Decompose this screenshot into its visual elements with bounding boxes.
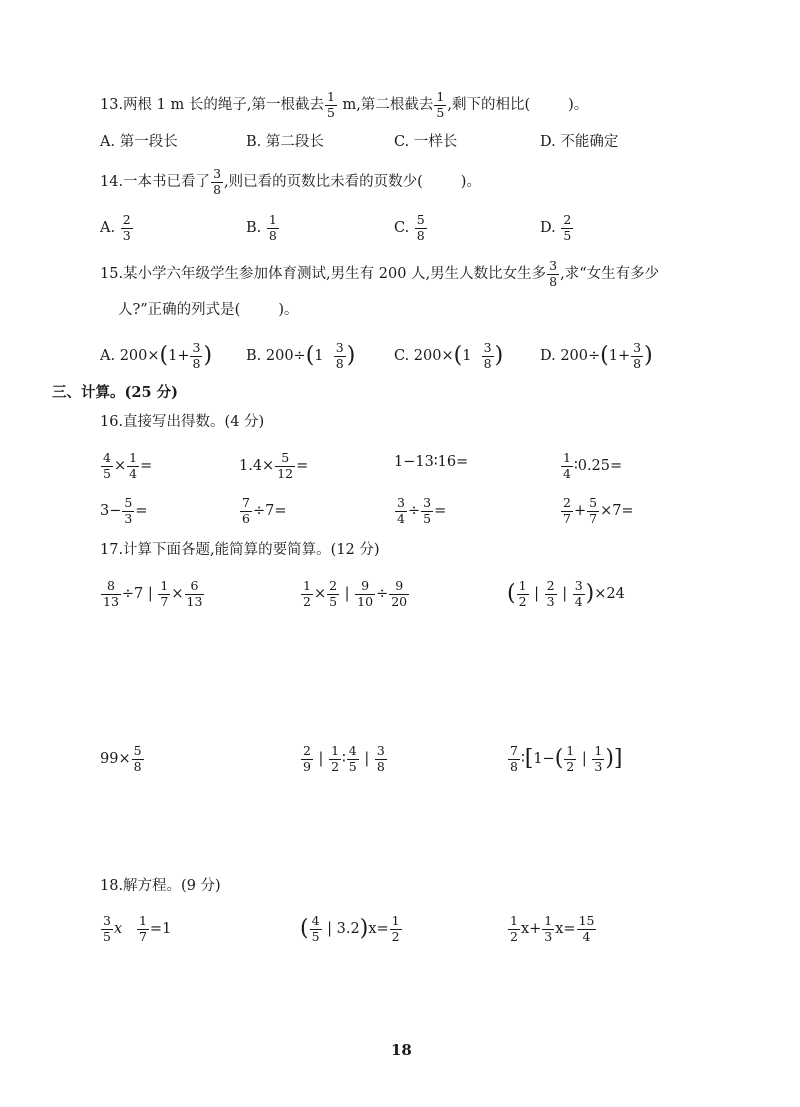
q14-option-d[interactable]: D. $\frac{2}{5}$ (540, 212, 572, 243)
q16-item-2: 1.4× $\frac{5}{12}$ = (239, 450, 309, 481)
q15-option-c[interactable]: C. 200×(1 $\frac{3}{8}$ ) (394, 340, 504, 371)
fraction: $\frac{3}{8}$ (549, 258, 558, 289)
page-number: 18 (391, 1041, 412, 1059)
q15-option-a[interactable]: A. 200×(1+ $\frac{3}{8}$ ) (100, 340, 213, 371)
q15-option-d[interactable]: D. 200÷(1+ $\frac{3}{8}$ ) (540, 340, 653, 371)
section-3-heading: 三、计算。(25 分) (52, 384, 178, 401)
q16-item-1: $\frac{4}{5}$ × $\frac{1}{4}$ = (103, 450, 153, 481)
q17-expr-4: 99× $\frac{5}{8}$ (100, 743, 142, 774)
fraction: $\frac{1}{5}$ (436, 89, 445, 120)
q17-expr-3: ( $\frac{1}{2}$ | $\frac{2}{3}$ | $\frac{3}{4}$ )×24 (507, 578, 625, 609)
q14-option-b[interactable]: B. $\frac{1}{8}$ (246, 212, 277, 243)
q16-item-6: $\frac{7}{6}$ ÷7= (242, 495, 287, 526)
q16-item-7: $\frac{3}{4}$ ÷ $\frac{3}{5}$ = (397, 495, 447, 526)
q18-equation-1: $\frac{3}{5}$ x $\frac{1}{7}$ =1 (103, 913, 172, 944)
q16-title: 16.直接写出得数。(4 分) (100, 414, 265, 430)
q15-stem-line2: 人?”正确的列式是( )。 (118, 302, 299, 318)
q13-option-a[interactable]: A. 第一段长 (100, 134, 178, 150)
q17-expr-5: $\frac{2}{9}$ | $\frac{1}{2}$ ∶ $\frac{4}{5}$ | $\frac{3}{8}$ (303, 743, 385, 774)
q18-equation-3: $\frac{1}{2}$ x+ $\frac{1}{3}$ x= $\frac{15}{4}$ (510, 913, 595, 944)
q16-item-5: 3− $\frac{5}{3}$ = (100, 495, 148, 526)
q16-item-8: $\frac{2}{7}$ + $\frac{5}{7}$ ×7= (563, 495, 634, 526)
q13-stem: 13.两根 1 m 长的绳子,第一根截去 $\frac{1}{5}$ m,第二根截去 $\frac{1}{5}$ ,剩下的相比( )。 (100, 89, 589, 120)
q17-title: 17.计算下面各题,能简算的要简算。(12 分) (100, 542, 380, 558)
q13-option-b[interactable]: B. 第二段长 (246, 134, 324, 150)
q13-option-d[interactable]: D. 不能确定 (540, 134, 619, 150)
q14-stem: 14.一本书已看了 $\frac{3}{8}$ ,则已看的页数比未看的页数少( )。 (100, 166, 481, 197)
q16-item-3: 1−13∶16= (394, 454, 469, 470)
q14-option-a[interactable]: A. $\frac{2}{3}$ (100, 212, 131, 243)
q17-expr-1: $\frac{8}{13}$ ÷7 | $\frac{1}{7}$ × $\frac{6}{13}$ (103, 578, 203, 609)
q18-equation-2: ( $\frac{4}{5}$ | 3.2)x= $\frac{1}{2}$ (300, 913, 400, 944)
q14-option-c[interactable]: C. $\frac{5}{8}$ (394, 212, 425, 243)
q17-expr-6: $\frac{7}{8}$ ∶[1−( $\frac{1}{2}$ | $\frac{1}{3}$ )] (510, 743, 623, 774)
q15-option-b[interactable]: B. 200÷(1 $\frac{3}{8}$ ) (246, 340, 356, 371)
q13-option-c[interactable]: C. 一样长 (394, 134, 458, 150)
fraction: $\frac{3}{8}$ (213, 166, 222, 197)
q16-item-4: $\frac{1}{4}$ ∶0.25= (563, 450, 623, 481)
q18-title: 18.解方程。(9 分) (100, 878, 221, 894)
fraction: $\frac{1}{5}$ (326, 89, 335, 120)
q17-expr-2: $\frac{1}{2}$ × $\frac{2}{5}$ | $\frac{9}{10}$ ÷ $\frac{9}{20}$ (303, 578, 408, 609)
q15-stem: 15.某小学六年级学生参加体育测试,男生有 200 人,男生人数比女生多 $\frac{3}{8}$ ,求“女生有多少 (100, 258, 660, 289)
